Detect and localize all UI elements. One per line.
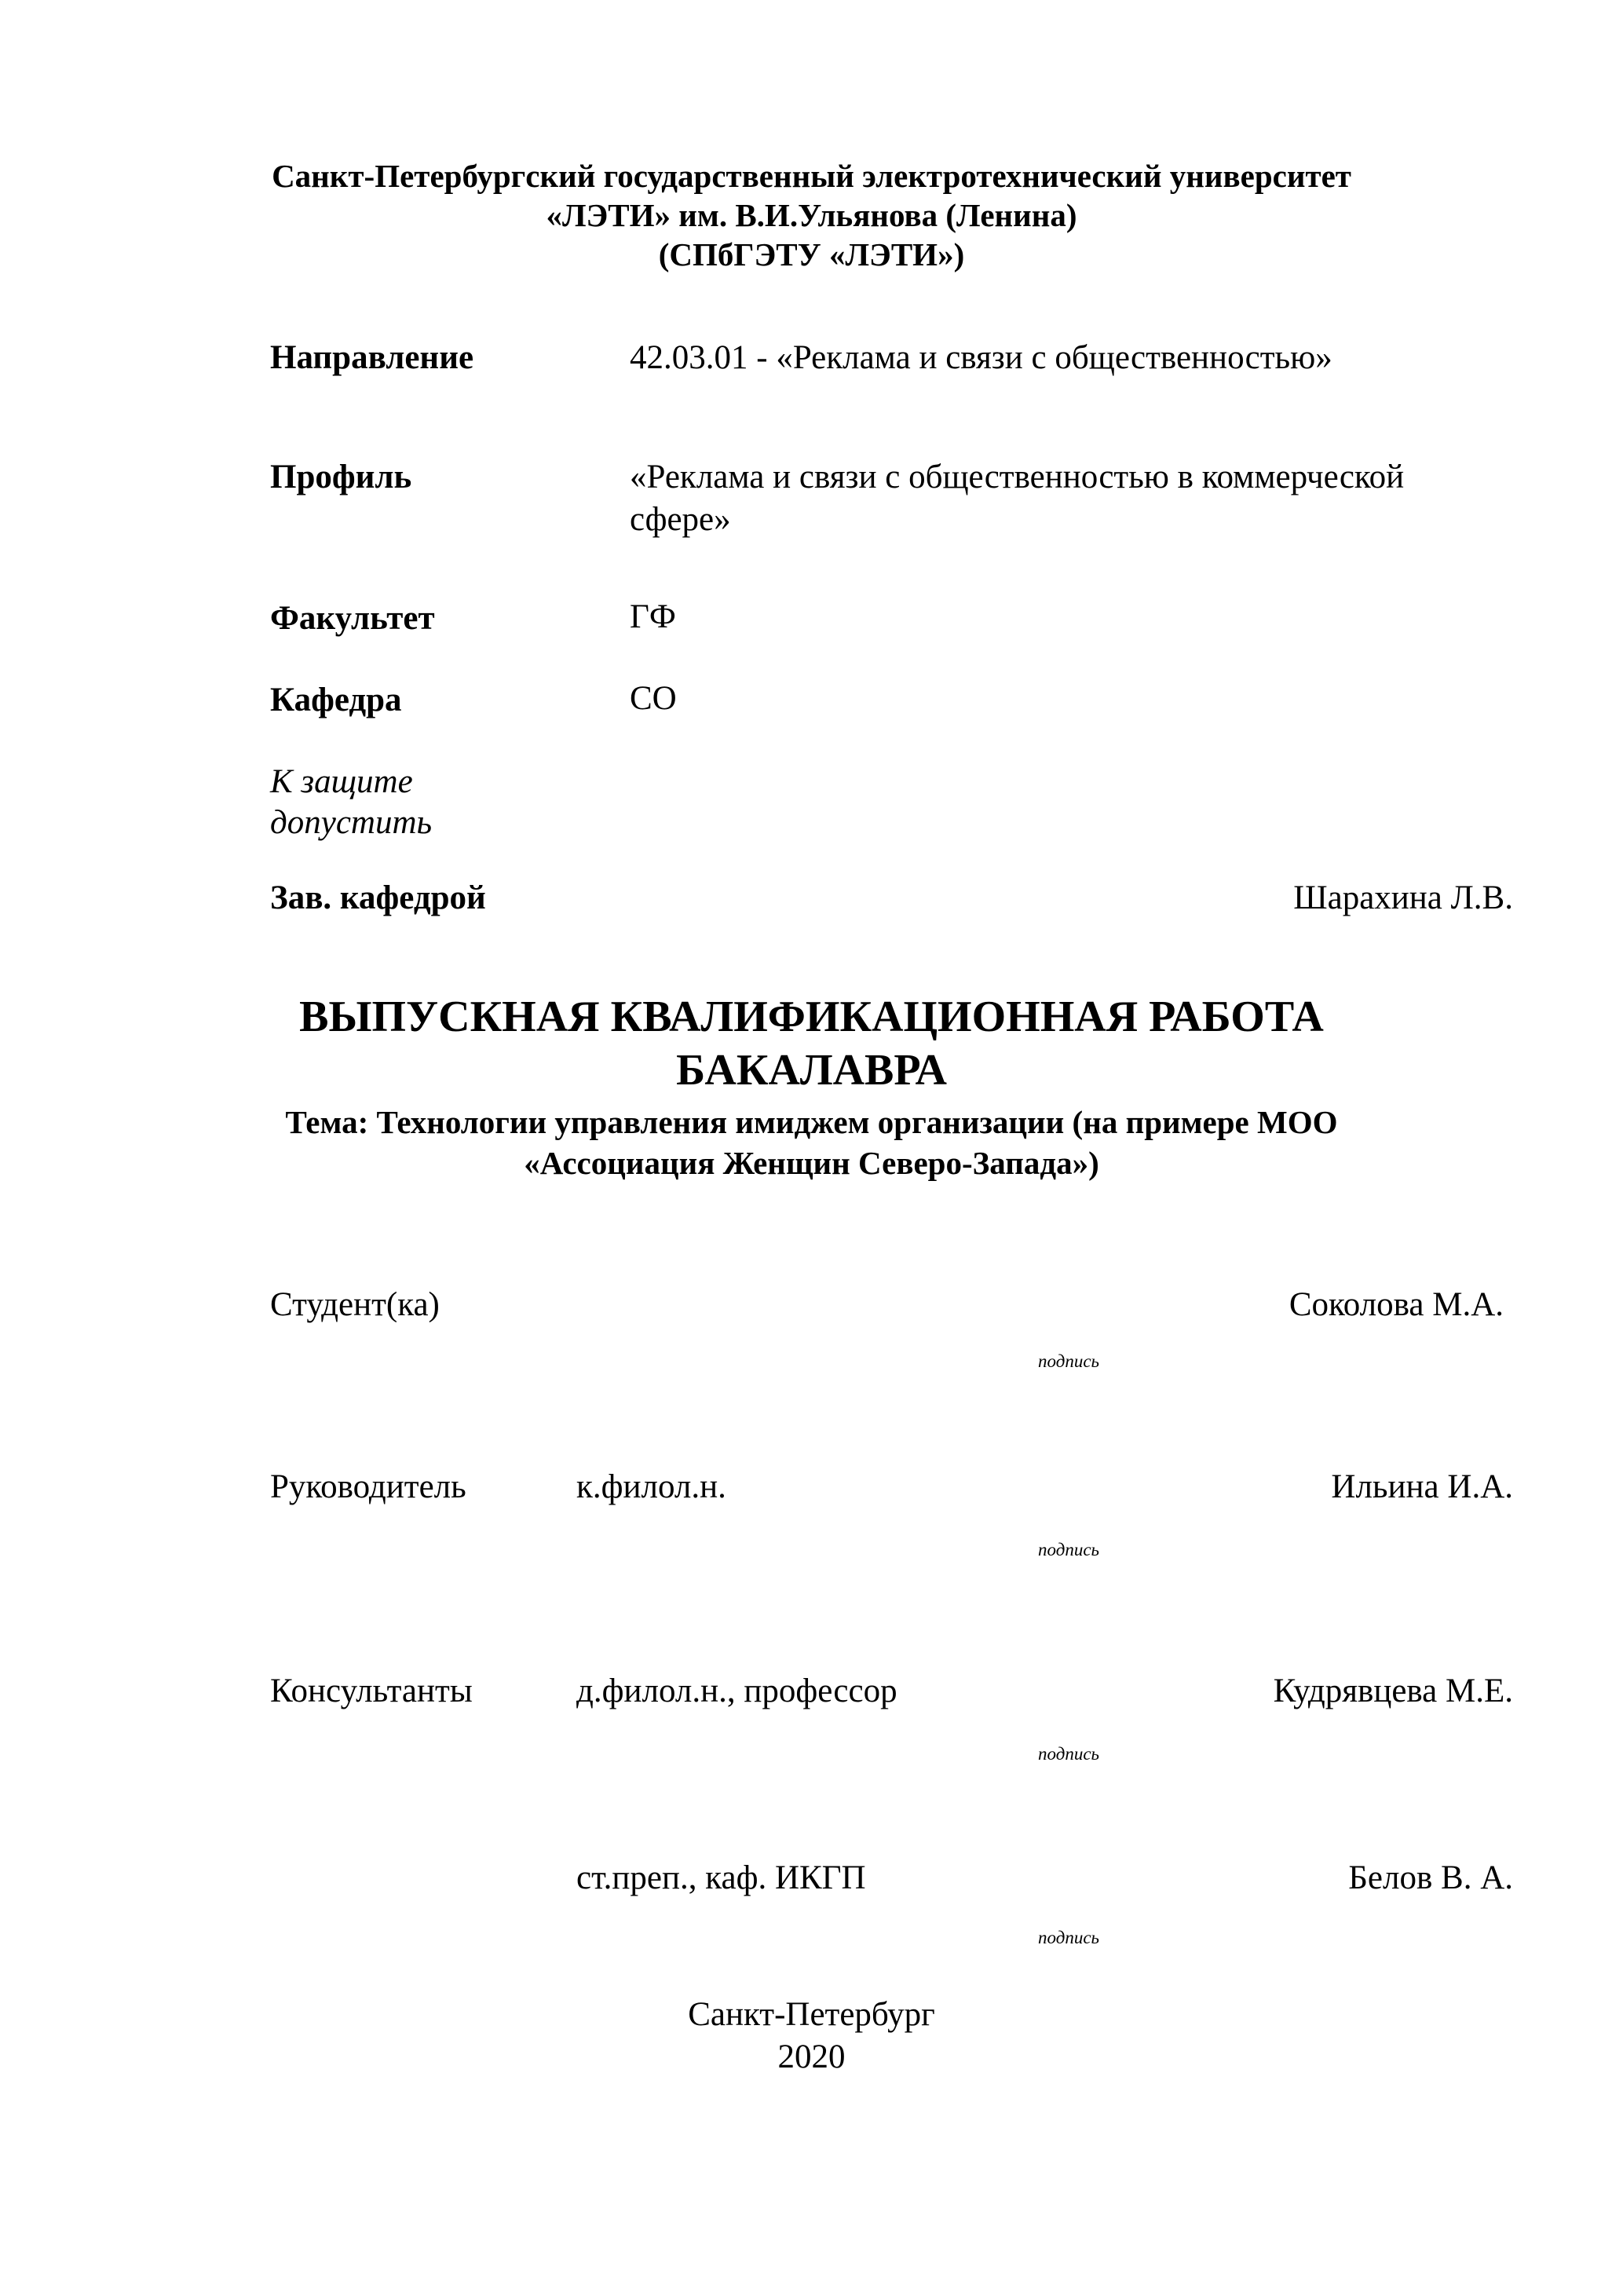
student-signature-caption: подпись (1038, 1351, 1100, 1371)
faculty-label: Факультет (270, 600, 435, 637)
direction-value: 42.03.01 - «Реклама и связи с общественностью» (630, 339, 1332, 376)
faculty-value: ГФ (630, 598, 676, 635)
consultant2-signature-caption: подпись (1038, 1928, 1100, 1947)
footer-city: Санкт-Петербург (688, 1996, 935, 2033)
consultant1-degree: д.филол.н., профессор (576, 1673, 897, 1709)
student-role: Студент(ка) (270, 1286, 440, 1323)
student-name: Соколова М.А. (1289, 1286, 1504, 1323)
head-of-department-label: Зав. кафедрой (270, 879, 486, 916)
university-name: Санкт-Петербургский государственный электротехнический университет (272, 158, 1351, 194)
head-of-department-name: Шарахина Л.В. (1293, 879, 1513, 916)
consultant2-name: Белов В. А. (1348, 1859, 1513, 1896)
approval-note-line1: К защите (270, 763, 413, 800)
approval-note-line2: допустить (270, 804, 433, 841)
theme-line1: Тема: Технологии управления имиджем организации (на примере МОО (285, 1104, 1338, 1140)
consultants-role: Консультанты (270, 1673, 473, 1709)
university-abbreviation: (СПбГЭТУ «ЛЭТИ») (658, 236, 965, 272)
theme-line2: «Ассоциация Женщин Северо-Запада») (524, 1145, 1099, 1181)
supervisor-signature-caption: подпись (1038, 1540, 1100, 1559)
profile-value-line2: сфере» (630, 501, 731, 538)
direction-label: Направление (270, 339, 474, 376)
department-label: Кафедра (270, 682, 402, 718)
work-title-line1: ВЫПУСКНАЯ КВАЛИФИКАЦИОННАЯ РАБОТА (299, 993, 1324, 1041)
department-value: СО (630, 680, 677, 717)
supervisor-name: Ильина И.А. (1331, 1468, 1513, 1505)
profile-value-line1: «Реклама и связи с общественностью в коммерческой (630, 459, 1405, 495)
work-title-line2: БАКАЛАВРА (676, 1046, 947, 1095)
footer-year: 2020 (777, 2038, 846, 2075)
university-short-name: «ЛЭТИ» им. В.И.Ульянова (Ленина) (546, 197, 1077, 233)
profile-label: Профиль (270, 459, 412, 495)
consultant2-degree: ст.преп., каф. ИКГП (576, 1859, 866, 1896)
consultant1-signature-caption: подпись (1038, 1744, 1100, 1764)
supervisor-degree: к.филол.н. (576, 1468, 726, 1505)
supervisor-role: Руководитель (270, 1468, 466, 1505)
consultant1-name: Кудрявцева М.Е. (1273, 1673, 1513, 1709)
